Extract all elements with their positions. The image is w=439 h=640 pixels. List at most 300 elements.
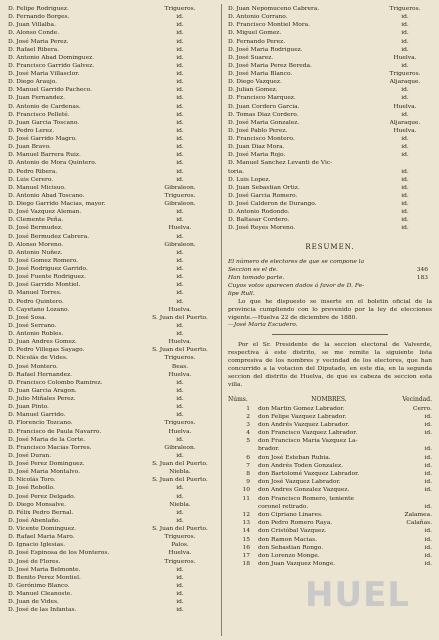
- table-row: [228, 470, 432, 478]
- elector-name: D. Manuel Garrido Pacheco.: [8, 87, 92, 94]
- row-number: 4: [246, 430, 250, 437]
- list-item: [8, 395, 216, 403]
- list-item: [228, 200, 432, 208]
- row-name: don Cipriano Linares.: [258, 511, 323, 518]
- elector-origin: id.: [176, 322, 184, 329]
- elector-name: D. José Reyes Moreno.: [228, 225, 296, 232]
- table-row: [228, 445, 432, 453]
- list-item: [8, 289, 216, 297]
- row-name: don Ramon Macias.: [258, 536, 317, 543]
- row-number: 2: [246, 413, 250, 420]
- elector-name: D. Francisco Montero.: [228, 136, 295, 142]
- elector-origin: id.: [176, 566, 184, 573]
- resumen-line: [228, 258, 432, 266]
- header-num: Núms.: [228, 395, 248, 403]
- elector-name: D. José Gomez Romero.: [8, 257, 79, 264]
- elector-origin: id.: [176, 152, 184, 159]
- elector-origin: id.: [176, 396, 184, 402]
- table-row: [228, 437, 432, 445]
- list-item: [8, 13, 216, 21]
- elector-origin: id.: [176, 136, 184, 142]
- row-vecindad: id.: [424, 462, 432, 469]
- elector-name: D. José Maria Blanco.: [228, 71, 293, 77]
- list-item: [8, 452, 216, 460]
- elector-name: D. Manuel Sanchez Levanti de Vic-: [228, 160, 333, 167]
- elector-origin: id.: [176, 30, 184, 37]
- elector-name: D. Nicolás Toro.: [8, 477, 56, 484]
- elector-name: D. Julio Miñales Perez.: [8, 396, 76, 402]
- elector-origin: id.: [401, 136, 409, 142]
- elector-origin: id.: [176, 290, 184, 297]
- elector-origin: id.: [176, 485, 184, 492]
- row-number: 17: [242, 552, 250, 559]
- elector-origin: id.: [176, 452, 184, 459]
- elector-origin: Aljaraque.: [389, 79, 421, 86]
- row-name: don Lorenzo Monge.: [258, 552, 320, 559]
- elector-name: D. Juan Garcia Toscano.: [8, 119, 80, 126]
- elector-name: D. Luis Lopez.: [228, 176, 271, 183]
- list-item: [8, 428, 216, 436]
- row-number: 12: [242, 511, 250, 518]
- elector-origin: id.: [401, 201, 409, 207]
- list-item: [228, 21, 432, 29]
- list-item: [228, 143, 432, 151]
- list-item: [228, 135, 432, 143]
- list-item: [8, 265, 216, 273]
- list-item: [8, 298, 216, 306]
- row-vecindad: id.: [424, 471, 432, 477]
- elector-name: D. Nicolás de Vides.: [8, 355, 68, 362]
- elector-name: D. Juan Fernandez.: [8, 95, 65, 102]
- list-item: [8, 135, 216, 143]
- elector-name: toria.: [228, 168, 244, 175]
- elector-origin: Trigueros.: [389, 71, 421, 77]
- list-item: [8, 184, 216, 192]
- elector-name: D. Juan Garcia Aragon.: [8, 387, 77, 394]
- elector-name: D. Juan de Vides.: [8, 599, 59, 606]
- list-item: [8, 484, 216, 492]
- list-item: [228, 78, 432, 86]
- list-item: [228, 54, 432, 62]
- elector-origin: S. Juan del Puerto.: [152, 461, 208, 467]
- list-item: [8, 281, 216, 289]
- resumen-value: 346: [416, 266, 428, 273]
- elector-name: D. José Maria de la Corte.: [8, 436, 86, 443]
- row-name: don Francisco Romero, teniente: [258, 495, 354, 502]
- elector-name: D. Pedro Ribera.: [8, 168, 58, 175]
- left-column-elector-list: [8, 5, 216, 614]
- resumen-lines: [228, 258, 432, 298]
- elector-origin: id.: [401, 176, 409, 183]
- list-item: [228, 208, 432, 216]
- elector-origin: Huelva.: [168, 339, 192, 346]
- elector-name: D. José Maria Perez Bereda.: [228, 62, 312, 69]
- row-name: don Martin Gomez Labrador.: [258, 405, 345, 412]
- list-item: [228, 5, 432, 13]
- elector-name: D. Félix Pedro Bernal.: [8, 509, 74, 516]
- list-item: [228, 111, 432, 119]
- resumen-line: [228, 266, 432, 274]
- row-name: don Francisco Vazquez Labrador.: [258, 430, 358, 437]
- resumen-heading: RESUMEN.: [305, 242, 355, 251]
- elector-name: D. Baltasar Cordero.: [228, 217, 290, 224]
- list-item: [228, 168, 432, 176]
- elector-name: D. José Rodriguez Garrido.: [8, 266, 88, 272]
- elector-name: D. Juan Villalba.: [8, 22, 56, 29]
- elector-name: D. Ignacio Iglesias.: [8, 542, 66, 549]
- elector-origin: id.: [176, 436, 184, 443]
- list-item: [8, 103, 216, 111]
- row-vecindad: id.: [424, 421, 432, 428]
- elector-origin: id.: [401, 184, 409, 191]
- list-item: [8, 387, 216, 395]
- elector-name: D. Diego Monsalve.: [8, 501, 67, 508]
- elector-origin: id.: [176, 87, 184, 94]
- list-item: [8, 582, 216, 590]
- resumen-signature: —José Maria Escudero.: [228, 321, 298, 328]
- elector-origin: id.: [176, 298, 184, 305]
- list-item: [228, 224, 432, 232]
- row-number: 1: [246, 405, 250, 412]
- elector-name: D. José Serrano.: [8, 322, 57, 329]
- list-item: [8, 558, 216, 566]
- elector-name: D. José Suarez.: [228, 54, 274, 61]
- list-item: [8, 444, 216, 452]
- list-item: [8, 192, 216, 200]
- elector-origin: id.: [401, 14, 409, 21]
- elector-name: D. Antonio Nuñez.: [8, 249, 63, 256]
- row-name: don Andrés Vazquez Labrador.: [258, 421, 350, 428]
- elector-origin: Huelva.: [168, 428, 192, 435]
- elector-origin: id.: [176, 46, 184, 53]
- row-vecindad: id.: [424, 454, 432, 461]
- list-item: [8, 168, 216, 176]
- list-item: [8, 119, 216, 127]
- row-number: 18: [242, 561, 250, 568]
- elector-origin: id.: [176, 404, 184, 411]
- elector-name: D. José Maria Montalvo.: [8, 469, 80, 476]
- elector-origin: id.: [401, 168, 409, 175]
- elector-origin: id.: [176, 38, 184, 45]
- list-item: [228, 38, 432, 46]
- list-item: [8, 151, 216, 159]
- elector-name: D. José Maria Rodriguez.: [228, 46, 303, 53]
- row-vecindad: id.: [424, 536, 432, 543]
- list-item: [228, 151, 432, 159]
- elector-name: D. José Abenlaño.: [8, 517, 61, 524]
- row-number: 16: [242, 544, 250, 551]
- table-row: [228, 536, 432, 544]
- elector-origin: Niebla.: [169, 469, 191, 476]
- elector-name: D. Francisco Pelleté.: [8, 111, 70, 118]
- elector-origin: id.: [401, 209, 409, 216]
- row-name: don Bartolomé Vazquez Labrador.: [258, 471, 360, 477]
- elector-name: D. José Garrido Montiel.: [8, 282, 81, 289]
- elector-name: D. José Sosa.: [8, 314, 47, 321]
- section-intro: Por el Sr. Presidente de la seccion electoral de Valverde, respectiva á este distrito, se me remite la siguiente lista compresiva de los nombres y vecindad de los electores, que han concurrido a la votacion del Diputado, en este dia, en la segunda seccion del distrito de Huelva, de que es cabeza de seccion esta villa.: [228, 341, 432, 388]
- elector-origin: Huelva.: [393, 127, 417, 134]
- elector-origin: Trigueros.: [164, 6, 196, 12]
- list-item: [8, 322, 216, 330]
- list-item: [228, 103, 432, 111]
- row-name: don Sebastian Rongo.: [258, 544, 324, 551]
- list-item: [8, 233, 216, 241]
- list-item: [8, 200, 216, 208]
- elector-origin: id.: [176, 582, 184, 589]
- list-item: [8, 419, 216, 427]
- elector-origin: id.: [401, 22, 409, 29]
- list-item: [8, 501, 216, 509]
- elector-name: D. José Maria Belmonte.: [8, 566, 81, 573]
- elector-origin: Trigueros.: [164, 355, 196, 362]
- list-item: [8, 54, 216, 62]
- table-row: [228, 503, 432, 511]
- elector-origin: Aljaraque.: [389, 119, 421, 126]
- elector-name: D. Antonio Corrano.: [228, 14, 288, 21]
- elector-name: D. José Fuente Rodriguez.: [8, 274, 86, 281]
- right-column: [228, 5, 432, 568]
- list-item: [228, 119, 432, 127]
- elector-name: D. Benito Perez Montiel.: [8, 574, 81, 581]
- table-row: [228, 495, 432, 503]
- resumen-line: [228, 290, 432, 298]
- table-row: [228, 429, 432, 437]
- elector-name: D. Felipe Rodriguez.: [8, 6, 69, 12]
- elector-name: D. Fernando Perez.: [228, 38, 286, 45]
- elector-origin: id.: [176, 217, 184, 224]
- elector-name: D. Juan Pinto.: [8, 404, 49, 411]
- elector-origin: Gibraleon.: [164, 444, 196, 451]
- row-vecindad: id.: [424, 430, 432, 437]
- elector-origin: Huelva.: [393, 54, 417, 61]
- elector-name: D. Francisco Marquez.: [228, 95, 296, 102]
- elector-origin: id.: [176, 249, 184, 256]
- list-item: [228, 176, 432, 184]
- row-vecindad: id.: [424, 487, 432, 494]
- resumen-value: 183: [416, 274, 428, 281]
- elector-origin: id.: [176, 607, 184, 614]
- list-item: [8, 143, 216, 151]
- list-item: [8, 379, 216, 387]
- elector-name: D. Antonio Abad Dominguez.: [8, 54, 95, 61]
- elector-origin: id.: [176, 266, 184, 272]
- list-item: [8, 517, 216, 525]
- elector-name: D. Antonio Robles.: [8, 331, 64, 337]
- elector-table: [228, 405, 432, 569]
- elector-name: D. Pedro Quintero.: [8, 298, 64, 305]
- elector-name: D. Manuel Cleanoste.: [8, 591, 73, 597]
- elector-origin: S. Juan del Puerto.: [152, 526, 208, 532]
- resumen-line: [228, 274, 432, 282]
- table-row: [228, 405, 432, 413]
- row-number: 9: [246, 479, 250, 486]
- table-row: [228, 560, 432, 568]
- elector-name: D. José Espinosa de los Monteros.: [8, 550, 110, 557]
- elector-name: D. Manuel Barrera Ruiz.: [8, 152, 81, 159]
- elector-name: D. José Bermudez.: [8, 225, 63, 232]
- list-item: [8, 111, 216, 119]
- resumen-label: Cuyos votos aparecen dados á favor de D. Fe-: [228, 282, 365, 289]
- table-row: [228, 527, 432, 535]
- section-rule: [272, 334, 388, 335]
- elector-name: D. José Maria Gonzalez.: [228, 119, 300, 126]
- elector-origin: [378, 159, 432, 167]
- list-item: [228, 192, 432, 200]
- elector-origin: id.: [176, 119, 184, 126]
- elector-origin: id.: [176, 209, 184, 216]
- elector-origin: id.: [401, 217, 409, 224]
- column-divider: [221, 4, 222, 636]
- row-name: don Francisco Maria Vazquez La-: [258, 438, 358, 445]
- list-item: [8, 468, 216, 476]
- elector-origin: id.: [176, 168, 184, 175]
- list-item: [8, 566, 216, 574]
- elector-origin: Gibraleon.: [164, 241, 196, 248]
- elector-origin: id.: [176, 387, 184, 394]
- list-item: [8, 541, 216, 549]
- row-vecindad: id.: [424, 413, 432, 420]
- header-name: NOMBRES.: [311, 395, 347, 403]
- list-item: [8, 574, 216, 582]
- list-item: [8, 86, 216, 94]
- row-vecindad: Zalamea.: [404, 511, 432, 518]
- elector-name: D. Juan Diaz Mora.: [228, 144, 285, 151]
- list-item: [228, 184, 432, 192]
- list-item: [228, 86, 432, 94]
- elector-name: D. Cayetano Lozano.: [8, 306, 70, 313]
- elector-origin: id.: [401, 144, 409, 151]
- elector-origin: id.: [176, 111, 184, 118]
- row-vecindad: id.: [424, 479, 432, 486]
- elector-name: D. Gerónimo Blanco.: [8, 582, 70, 589]
- elector-name: D. José Vazquez Aleman.: [8, 209, 82, 216]
- elector-name: D. Francisco Colombo Ramirez.: [8, 379, 103, 386]
- elector-name: D. Francisco Montiel Mora.: [228, 22, 311, 29]
- list-item: [8, 476, 216, 484]
- list-item: [8, 21, 216, 29]
- row-name: don Cristóbal Vazquez.: [258, 528, 327, 535]
- list-item: [8, 403, 216, 411]
- table-row: [228, 511, 432, 519]
- elector-origin: id.: [401, 192, 409, 199]
- elector-origin: id.: [176, 493, 184, 500]
- list-item: [8, 241, 216, 249]
- list-item: [8, 273, 216, 281]
- elector-origin: Trigueros.: [164, 558, 196, 565]
- elector-origin: id.: [176, 71, 184, 77]
- list-item: [228, 127, 432, 135]
- elector-name: D. José Perez Delgado.: [8, 493, 76, 500]
- elector-name: D. Julian Gomez.: [228, 87, 278, 94]
- elector-origin: Trigueros.: [389, 6, 421, 12]
- resumen-label: Han tomado parte.: [228, 274, 285, 281]
- list-item: [8, 216, 216, 224]
- elector-name: D. Diego Araujo.: [8, 79, 58, 86]
- elector-name: D. Juan Andres Gomez.: [8, 339, 77, 346]
- elector-name: D. José Pablo Perez.: [228, 127, 288, 134]
- elector-name: D. Francisco Macias Torres.: [8, 444, 92, 451]
- elector-name: D. José Duran.: [8, 452, 52, 459]
- elector-origin: id.: [401, 95, 409, 102]
- elector-name: D. Rafael Ribera.: [8, 46, 60, 53]
- elector-origin: id.: [176, 95, 184, 102]
- list-item: [8, 493, 216, 501]
- row-number: [228, 503, 258, 511]
- list-item: [228, 94, 432, 102]
- list-item: [8, 306, 216, 314]
- elector-name: D. Miguel Gomez.: [228, 30, 282, 37]
- elector-origin: id.: [176, 62, 184, 69]
- elector-name: D. José Maria Villasclor.: [8, 71, 80, 77]
- elector-origin: id.: [176, 233, 184, 240]
- elector-name: D. Manuel Torres.: [8, 290, 62, 297]
- row-name: don Felipe Vazquez Labrador.: [258, 413, 347, 420]
- elector-origin: id.: [401, 152, 409, 159]
- row-number: [228, 445, 258, 453]
- elector-name: D. Antonio de Cardenas.: [8, 103, 81, 110]
- list-item: [8, 78, 216, 86]
- elector-origin: id.: [176, 257, 184, 264]
- elector-name: D. Rafael Maria Maro.: [8, 534, 75, 541]
- elector-origin: Beas.: [171, 363, 189, 370]
- elector-origin: id.: [176, 127, 184, 134]
- list-item: [8, 598, 216, 606]
- elector-origin: id.: [176, 160, 184, 167]
- list-item: [8, 62, 216, 70]
- elector-origin: id.: [176, 79, 184, 86]
- resumen-label: El número de electores de que se compone la: [228, 258, 365, 265]
- row-number: 6: [246, 454, 250, 461]
- elector-origin: id.: [176, 379, 184, 386]
- table-row: [228, 544, 432, 552]
- elector-name: D. Francisco de Paula Navarro.: [8, 428, 102, 435]
- elector-origin: id.: [401, 225, 409, 232]
- elector-name: D. Antonio de Mora Quintero.: [8, 160, 97, 167]
- elector-name: D. Pedro Lerez.: [8, 127, 55, 134]
- elector-name: D. José Maria Rojo.: [228, 152, 286, 159]
- elector-origin: id.: [176, 144, 184, 151]
- row-number: 8: [246, 471, 250, 477]
- table-row: [228, 552, 432, 560]
- row-number: 7: [246, 462, 250, 469]
- elector-origin: id.: [401, 111, 409, 118]
- elector-name: D. José Maria Perez.: [8, 38, 69, 45]
- elector-name: D. Antonio Abad Toscano.: [8, 192, 85, 199]
- elector-name: D. José Garcia Romero.: [228, 192, 298, 199]
- list-item: [8, 38, 216, 46]
- list-item: [8, 330, 216, 338]
- elector-origin: Trigueros.: [164, 534, 196, 541]
- elector-name: D. Pedro Villegas Sayago.: [8, 347, 85, 354]
- elector-name: D. Juan Cordero Garcia.: [228, 103, 300, 110]
- row-name: brador.: [258, 446, 280, 453]
- elector-origin: id.: [176, 517, 184, 524]
- right-column-elector-list: [228, 5, 432, 233]
- list-item: [8, 371, 216, 379]
- row-vecindad: id.: [424, 503, 432, 510]
- elector-name: D. José Perez Dominguez.: [8, 461, 85, 467]
- elector-origin: Gibraleon.: [164, 184, 196, 191]
- list-item: [8, 159, 216, 167]
- elector-origin: Huelva.: [393, 103, 417, 110]
- elector-name: D. Florencio Tozcano.: [8, 420, 73, 427]
- list-item: [8, 590, 216, 598]
- elector-name: D. José Montero.: [8, 363, 58, 370]
- list-item: [8, 94, 216, 102]
- list-item: [8, 346, 216, 354]
- list-item: [8, 354, 216, 362]
- elector-name: D. José de las Infantas.: [8, 607, 77, 614]
